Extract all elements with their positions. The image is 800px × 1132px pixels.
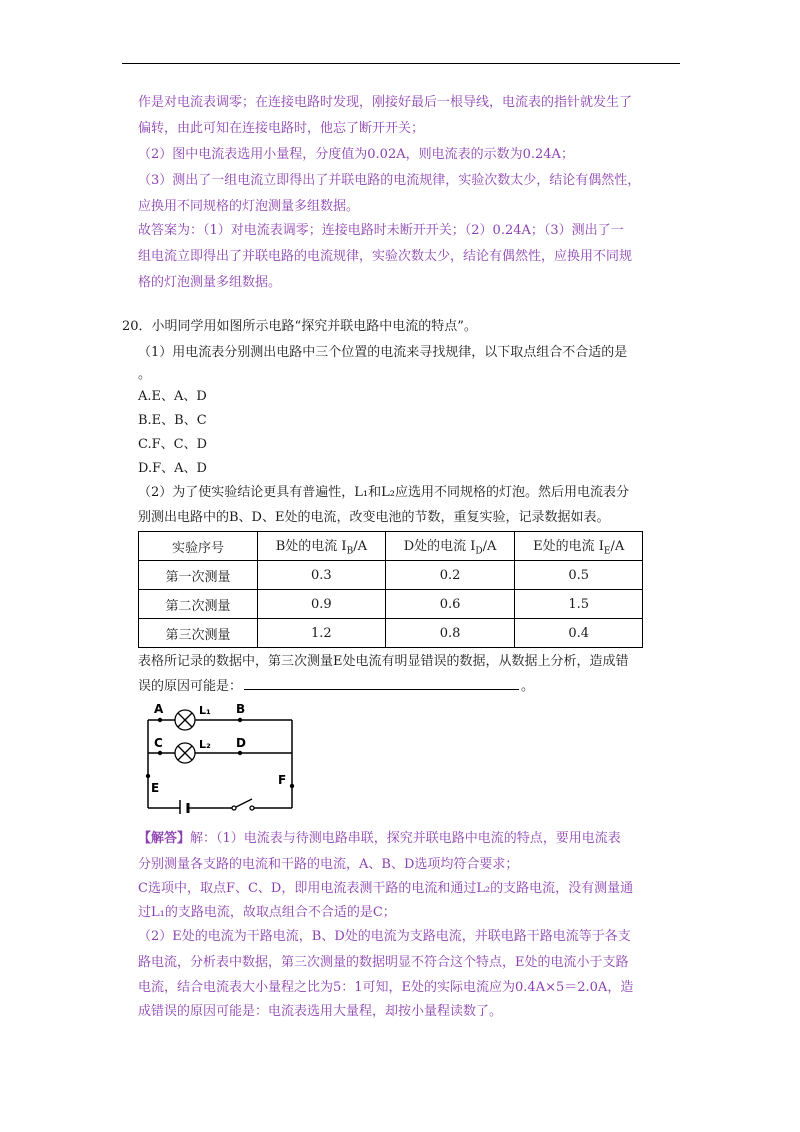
point-a-label: A: [154, 702, 164, 716]
option-c: C.F、C、D: [138, 437, 208, 452]
table-header-cell: E处的电流 $I_E/A$: [515, 532, 643, 561]
after-table-line-2: 误的原因可能是： 。: [138, 674, 534, 700]
data-table: [138, 531, 643, 648]
lamp-1-icon: [175, 710, 195, 730]
header-rule: [122, 63, 680, 64]
lamp-1-label: L₁: [199, 704, 211, 717]
question-part-1: （1）用电流表分别测出电路中三个位置的电流来寻找规律，以下取点组合不合适的是: [138, 345, 628, 360]
solution-prev-line-2: 偏转，由此可知在连接电路时，他忘了断开开关；: [138, 121, 425, 136]
option-d: D.F、A、D: [138, 461, 207, 476]
lamp-2-label: L₂: [199, 738, 211, 751]
table-cell: 0.2: [385, 561, 515, 590]
question-part-2-line-2: 别测出电路中的B、D、E处的电流，改变电池的节数，重复实验，记录数据如表。: [138, 510, 610, 525]
option-b: B.E、B、C: [138, 413, 207, 428]
solution-line-2: 分别测量各支路的电流和干路的电流，A、B、D选项均符合要求；: [138, 857, 519, 872]
question-part-2-line-1: （2）为了使实验结论更具有普遍性，L₁和L₂应选用不同规格的灯泡。然后用电流表分: [138, 485, 629, 500]
solution-line-5: （2）E处的电流为干路电流，B、D处的电流为支路电流，并联电路干路电流等于各支: [138, 929, 631, 944]
table-header-cell: B处的电流 $I_B/A$: [258, 532, 386, 561]
table-cell: 第一次测量: [139, 561, 258, 590]
table-row: [139, 619, 643, 648]
solution-prev-line-1: 作是对电流表调零；在连接电路时发现，刚接好最后一根导线，电流表的指针就发生了: [138, 95, 633, 110]
circuit-diagram: [140, 698, 300, 814]
table-header-cell: D处的电流 $I_D/A$: [385, 532, 515, 561]
answer-line-1: 故答案为：（1）对电流表调零；连接电路时未断开开关；（2）0.24A；（3）测出了一: [138, 223, 624, 238]
table-cell: 0.6: [385, 590, 515, 619]
table-cell: 0.5: [515, 561, 643, 590]
point-c-label: C: [154, 736, 163, 750]
table-header-row: [139, 532, 643, 561]
solution-line-6: 路电流，分析表中数据，第三次测量的数据明显不符合这个特点，E处的电流小于支路: [138, 955, 629, 970]
battery-icon: [180, 800, 188, 814]
table-cell: 0.4: [515, 619, 643, 648]
table-cell: 第二次测量: [139, 590, 258, 619]
point-f-label: F: [278, 773, 287, 787]
solution-line-8: 成错误的原因可能是：电流表选用大量程，却按小量程读数了。: [138, 1004, 503, 1019]
solution-line-1: 【解答】解：（1）电流表与待测电路串联，探究并联电路中电流的特点，要用电流表: [138, 831, 621, 846]
answer-line-2: 组电流立即得出了并联电路的电流规律，实验次数太少，结论有偶然性，应换用不同规: [138, 249, 633, 264]
solution-prev-line-4: （3）测出了一组电流立即得出了并联电路的电流规律，实验次数太少，结论有偶然性，: [138, 173, 641, 188]
solution-line-4: 过L₁的支路电流，故取点组合不合适的是C；: [138, 905, 396, 920]
table-cell: 1.5: [515, 590, 643, 619]
point-e-label: E: [151, 781, 160, 795]
question-title: 20．小明同学用如图所示电路“探究并联电路中电流的特点”。: [122, 319, 477, 334]
solution-prev-line-5: 应换用不同规格的灯泡测量多组数据。: [138, 199, 360, 214]
point-d-label: D: [236, 736, 246, 750]
table-row: [139, 561, 643, 590]
solution-prev-line-3: （2）图中电流表选用小量程，分度值为0.02A，则电流表的示数为0.24A；: [138, 147, 574, 162]
after-table-line-1: 表格所记录的数据中，第三次测量E处电流有明显错误的数据，从数据上分析，造成错: [138, 654, 629, 669]
solution-line-7: 电流，结合电流表大小量程之比为5：1可知，E处的实际电流应为0.4A×5＝2.0A，造: [138, 980, 634, 995]
table-header-cell: 实验序号: [139, 532, 258, 561]
table-cell: 0.3: [258, 561, 386, 590]
switch-icon: [232, 799, 254, 810]
table-cell: 1.2: [258, 619, 386, 648]
table-cell: 第三次测量: [139, 619, 258, 648]
question-part-1-end: 。: [138, 367, 152, 382]
lamp-2-icon: [175, 743, 195, 763]
solution-line-3: C选项中，取点F、C、D，即用电流表测干路的电流和通过L₂的支路电流，没有测量通: [138, 881, 634, 896]
option-a: A.E、A、D: [138, 389, 207, 404]
table-row: [139, 590, 643, 619]
answer-blank: [244, 674, 519, 690]
table-cell: 0.8: [385, 619, 515, 648]
answer-line-3: 格的灯泡测量多组数据。: [138, 275, 282, 290]
table-cell: 0.9: [258, 590, 386, 619]
point-b-label: B: [236, 702, 246, 716]
